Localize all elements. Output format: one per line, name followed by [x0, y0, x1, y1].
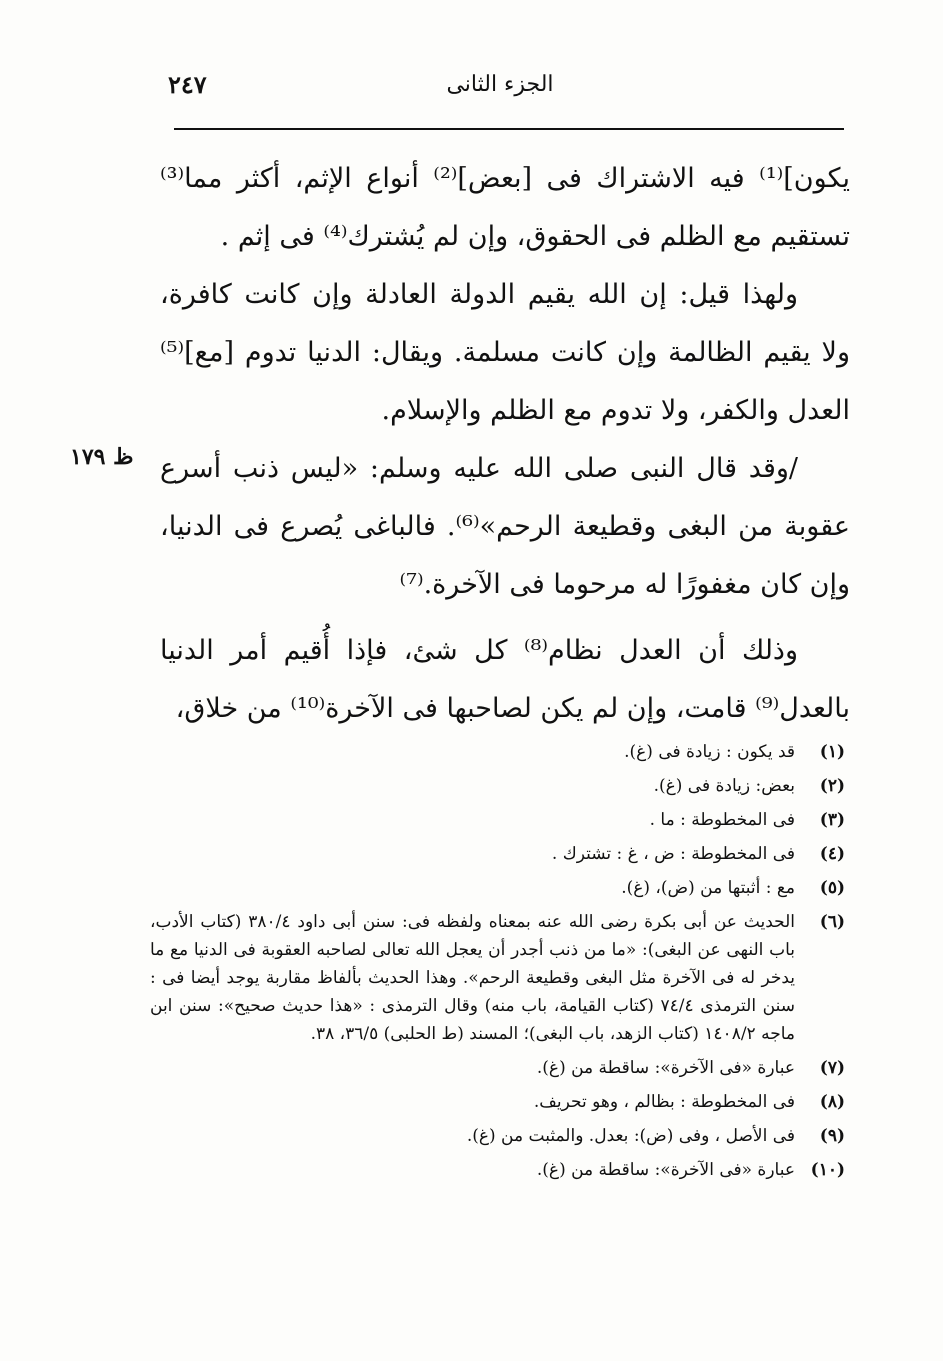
- paragraph-3: /وقد قال النبى صلى الله عليه وسلم: «ليس ذنب أسرع عقوبة من البغى وقطيعة الرحم»⁽⁶⁾. فالباغى يُصرع فى الدنيا، وإن كان مغفورًا له مرحوما فى الآخرة.⁽⁷⁾: [160, 453, 850, 600]
- footnotes: [150, 738, 845, 1190]
- footnote: [150, 874, 845, 902]
- footnote-text: عبارة «فى الآخرة»: ساقطة من (غ).: [536, 1058, 795, 1078]
- footnote-number: (٢): [819, 776, 845, 796]
- footnote-number: (٥): [819, 878, 845, 898]
- footnote-number: (٨): [819, 1092, 845, 1112]
- footnote-number: (١٠): [810, 1160, 845, 1180]
- footnote: [150, 772, 845, 800]
- running-header-title: الجزء الثانى: [446, 72, 554, 97]
- footnote: [150, 908, 845, 1048]
- footnote-text: بعض: زيادة فى (غ).: [653, 776, 795, 796]
- footnote-text: الحديث عن أبى بكرة رضى الله عنه بمعناه ولفظه فى: سنن أبى داود ٣٨٠/٤ (كتاب الأدب، باب النهى عن البغى): «ما من ذنب أجدر أن يعجل الله تعالى لصاحبه العقوبة فى الدنيا مع ما يدخر له فى الآخرة مثل البغى وقطيعة الرحم». وهذا الحديث بألفاظ مقاربة يوجد أيضا فى : سنن الترمذى ٧٤/٤ (كتاب القيامة، باب منه) وقال الترمذى : «هذا حديث صحيح»: سنن ابن ماجه ١٤٠٨/٢ (كتاب الزهد، باب البغى)؛ المسند (ط الحلبى) ٣٦/٥، ٣٨.: [150, 912, 795, 1044]
- footnote: [150, 738, 845, 766]
- footnote-text: قد يكون : زيادة فى (غ).: [624, 742, 795, 762]
- margin-folio-note: ظ ١٧٩: [70, 444, 134, 470]
- footnote-number: (٩): [819, 1126, 845, 1146]
- footnote-text: فى المخطوطة : بظالم ، وهو تحريف.: [533, 1092, 795, 1112]
- footnote: [150, 1088, 845, 1116]
- footnote-text: فى الأصل ، وفى (ض): بعدل. والمثبت من (غ).: [466, 1126, 795, 1146]
- footnote-number: (٣): [819, 810, 845, 830]
- footnote-number: (٦): [819, 912, 845, 932]
- footnote-number: (٧): [819, 1058, 845, 1078]
- page-number: ٢٤٧: [168, 70, 207, 99]
- footnote: [150, 1054, 845, 1082]
- footnote: [150, 806, 845, 834]
- footnote: [150, 1122, 845, 1150]
- footnote-number: (٤): [819, 844, 845, 864]
- paragraph-2: ولهذا قيل: إن الله يقيم الدولة العادلة وإن كانت كافرة، ولا يقيم الظالمة وإن كانت مسلمة. ويقال: الدنيا تدوم [مع]⁽⁵⁾ العدل والكفر، ولا تدوم مع الظلم والإسلام.: [160, 279, 850, 426]
- main-text: [160, 150, 850, 738]
- footnote-text: مع : أثبتها من (ض)، (غ).: [621, 878, 795, 898]
- footnote-number: (١): [819, 742, 845, 762]
- footnote-text: عبارة «فى الآخرة»: ساقطة من (غ).: [536, 1160, 795, 1180]
- footnote-text: فى المخطوطة : ما .: [649, 810, 795, 830]
- paragraph-4: وذلك أن العدل نظام⁽⁸⁾ كل شئ، فإذا أُقيم أمر الدنيا بالعدل⁽⁹⁾ قامت، وإن لم يكن لصاحبها فى الآخرة⁽¹⁰⁾ من خلاق،: [160, 635, 850, 724]
- paragraph-1: يكون]⁽¹⁾ فيه الاشتراك فى [بعض]⁽²⁾ أنواع الإثم، أكثر مما⁽³⁾ تستقيم مع الظلم فى الحقوق، وإن لم يُشترك⁽⁴⁾ فى إثم .: [160, 163, 851, 252]
- footnote: [150, 1156, 845, 1184]
- footnote-text: فى المخطوطة : ض ، غ : تشترك .: [551, 844, 795, 864]
- header-divider: [174, 128, 844, 130]
- footnote: [150, 840, 845, 868]
